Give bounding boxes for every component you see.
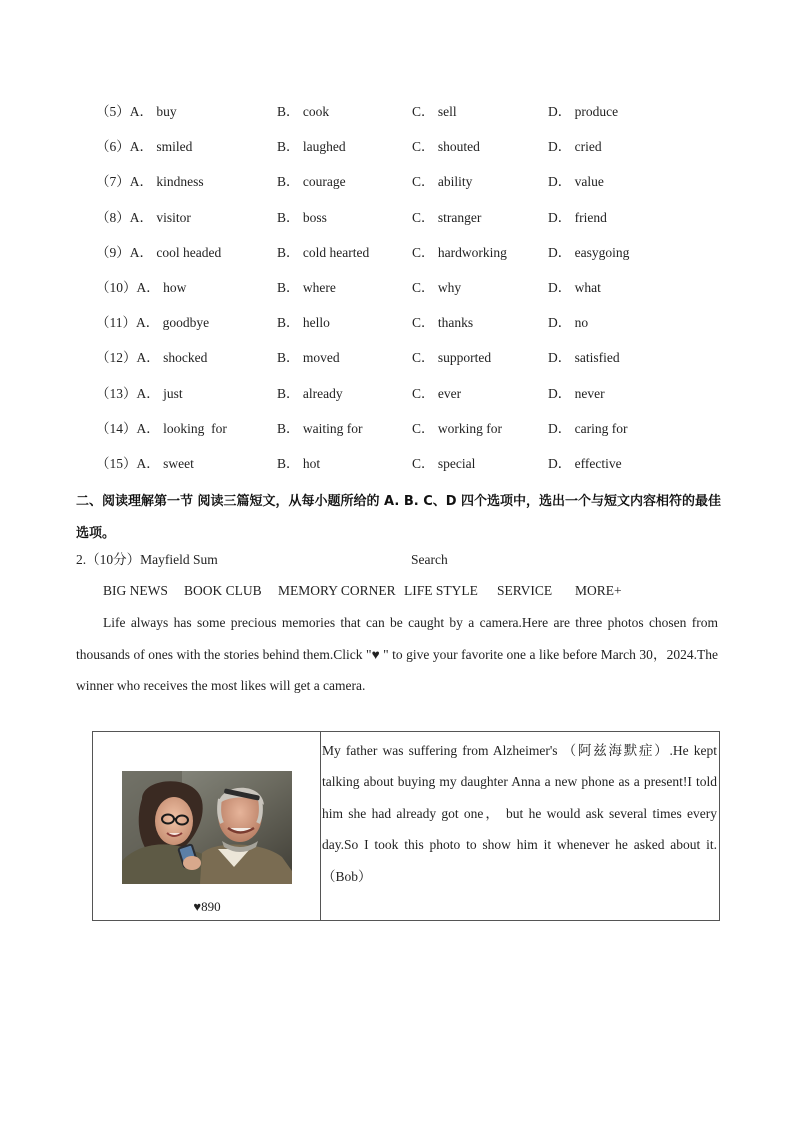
option-d-text: D． cried (548, 139, 602, 155)
question-number: （13） (96, 385, 137, 401)
question-number: （9） (96, 244, 130, 260)
option-b-text: B． already (277, 385, 343, 401)
option-a-text: A． looking for (136, 420, 227, 436)
question-row-13 (96, 383, 716, 418)
question-options-list (96, 101, 716, 488)
question-number: （10） (96, 279, 137, 295)
question-row-15 (96, 453, 716, 488)
option-b-text: B． waiting for (277, 420, 363, 436)
option-c-text: C． thanks (412, 315, 474, 331)
option-d-text: D． satisfied (548, 350, 620, 366)
option-b-text: B． courage (277, 174, 346, 190)
option-a-text: A． smiled (129, 139, 193, 155)
option-d-text: D． easygoing (548, 244, 630, 260)
option-a (96, 383, 183, 405)
question-row-12 (96, 347, 716, 382)
photo-illustration (122, 771, 292, 884)
option-c-text: C． supported (412, 350, 492, 366)
option-a (96, 136, 192, 158)
like-count[interactable]: ♥890 (193, 899, 221, 914)
question-row-10 (96, 277, 716, 312)
option-b-text: B． hello (277, 315, 330, 331)
photo-story-card (92, 731, 720, 921)
question-number: （6） (96, 139, 130, 155)
option-d-text: D． caring for (548, 420, 628, 436)
nav-item-more: MORE+ (575, 583, 622, 598)
father-daughter-photo (122, 771, 292, 884)
nav-item-life-style: LIFE STYLE (404, 583, 478, 598)
intro-paragraph (76, 607, 718, 702)
question-row-7 (96, 171, 716, 206)
section-heading: 二、阅读理解第一节 阅读三篇短文，从每小题所给的 A. B. C、D 四个选项中，选出一个与短文内容相符的最佳选项。 (76, 494, 722, 541)
question-number: （12） (96, 350, 137, 366)
question-number: （8） (96, 209, 130, 225)
intro-text: Life always has some precious memories that can be caught by a camera.Here are three photos chosen from thousands of ones with the stories behind them.Click "♥ " to give your favorite one a like before March 30，2024.The winner who receives the most likes will get a camera. (76, 615, 718, 694)
option-a (96, 101, 177, 123)
option-b-text: B． laughed (277, 139, 346, 155)
question-number: （7） (96, 174, 130, 190)
option-a-text: A． cool headed (129, 244, 222, 260)
option-a-text: A． visitor (129, 209, 191, 225)
option-d-text: D． value (548, 174, 604, 190)
option-c-text: C． working for (412, 420, 502, 436)
option-c-text: C． why (412, 279, 462, 295)
option-c-text: C． sell (412, 104, 457, 119)
option-d-text: D． never (548, 385, 605, 401)
question-row-6 (96, 136, 716, 171)
option-d-text: D． produce (548, 104, 619, 119)
option-a (96, 171, 204, 193)
nav-item-service: SERVICE (497, 583, 553, 598)
option-b-text: B． cold hearted (277, 244, 370, 260)
option-a-text: A． shocked (136, 350, 208, 366)
question-row-9 (96, 242, 716, 277)
option-a-text: A． goodbye (136, 315, 210, 331)
option-a (96, 453, 194, 475)
option-a (96, 347, 207, 369)
option-d-text: D． effective (548, 455, 622, 471)
option-a-text: A． kindness (129, 174, 204, 190)
question-row-11 (96, 312, 716, 347)
option-c-text: C． stranger (412, 209, 482, 225)
option-a (96, 242, 221, 264)
option-c-text: C． shouted (412, 139, 480, 155)
question-number: （15） (96, 455, 137, 471)
option-b-text: B． where (277, 279, 336, 295)
question-number: （11） (96, 315, 136, 331)
option-a-text: A． just (136, 385, 183, 401)
option-b-text: B． moved (277, 350, 340, 366)
question-2-title: 2.（10分）Mayfield Sum (76, 552, 218, 567)
question-row-5 (96, 101, 716, 136)
nav-item-book-club: BOOK CLUB (184, 583, 262, 598)
option-b-text: B． cook (277, 104, 330, 119)
option-a (96, 277, 186, 299)
option-a (96, 312, 209, 334)
option-d-text: D． no (548, 315, 589, 331)
option-c-text: C． ever (412, 385, 462, 401)
nav-item-big-news: BIG NEWS (103, 583, 168, 598)
option-b-text: B． boss (277, 209, 327, 225)
option-c-text: C． hardworking (412, 244, 507, 260)
option-a (96, 418, 227, 440)
option-d-text: D． friend (548, 209, 607, 225)
photo-cell (93, 732, 321, 920)
option-a-text: A． sweet (136, 455, 194, 471)
question-row-14 (96, 418, 716, 453)
option-b-text: B． hot (277, 455, 321, 471)
story-text: My father was suffering from Alzheimer's （阿兹海默症）.He kept talking about buying my daughter Anna a new phone as a present!I told him she had already got one， but he would ask several times every day.So I took this photo to show him it whenever he asked about it.（Bob） (322, 743, 717, 884)
search-link: Search (411, 552, 448, 567)
question-row-8 (96, 207, 716, 242)
question-number: （5） (96, 104, 130, 119)
option-a-text: A． buy (129, 104, 177, 119)
nav-item-memory-corner: MEMORY CORNER (278, 583, 396, 598)
option-a (96, 207, 191, 229)
option-c-text: C． special (412, 455, 476, 471)
option-d-text: D． what (548, 279, 601, 295)
question-2-header (76, 549, 736, 571)
question-number: （14） (96, 420, 137, 436)
option-a-text: A． how (136, 279, 187, 295)
option-c-text: C． ability (412, 174, 473, 190)
